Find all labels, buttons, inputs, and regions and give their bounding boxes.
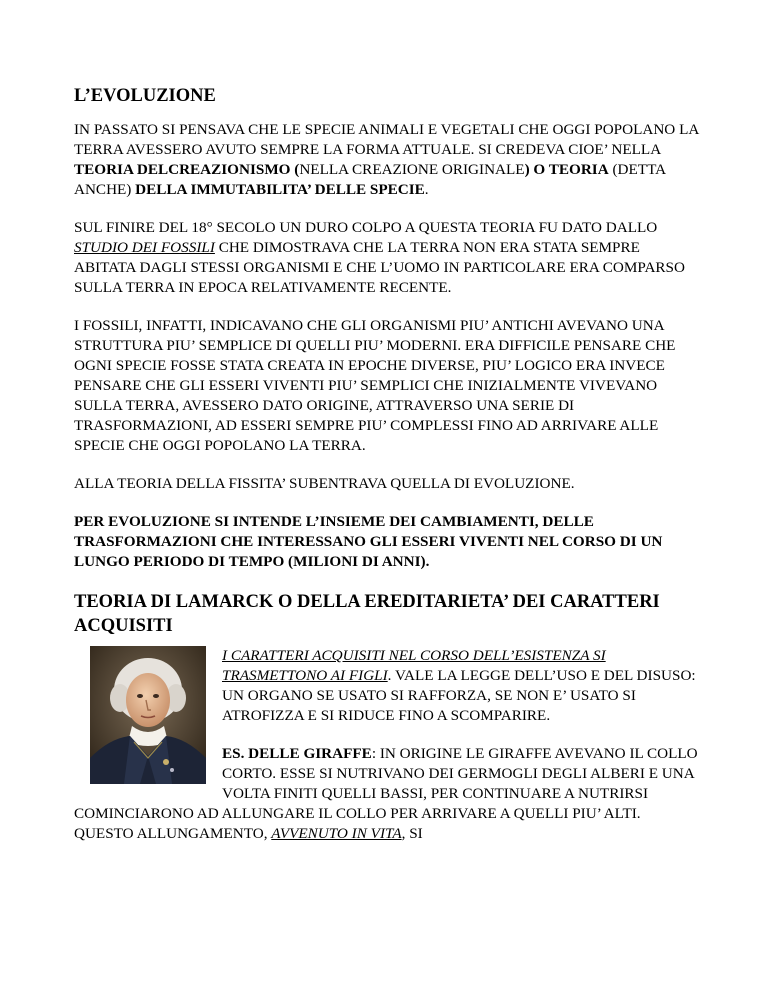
section-heading-lamarck: TEORIA DI LAMARCK O DELLA EREDITARIETA’ DEI CARATTERI ACQUISITI xyxy=(74,592,660,636)
text-run: NELLA CREAZIONE ORIGINALE xyxy=(299,161,525,178)
paragraph-fossil-evidence: I FOSSILI, INFATTI, INDICAVANO CHE GLI ORGANISMI PIU’ ANTICHI AVEVANO UNA STRUTTURA PIU’ SEMPLICE DI QUELLI PIU’ MODERNI. ERA DIFFICILE PENSARE CHE OGNI SPECIE FOSSE STATA CREATA IN EPOCHE DIVERSE, PIU’ LOGICO ERA INVECE PENSARE CHE GLI ESSERI VIVENTI PIU’ SEMPLICI CHE INIZIALMENTE VIVEVANO SULLA TERRA, AVESSERO DATO ORIGINE, ATTRAVERSO UNA SERIE DI TRASFORMAZIONI, AD ESSERI SEMPRE PIU’ COMPLESSI FINO AD ARRIVARE ALLE SPECIE CHE OGGI POPOLANO LA TERRA. xyxy=(74,317,676,454)
text-run: , SI xyxy=(401,825,423,842)
document-page xyxy=(74,84,702,862)
bold-run: ) O TEORIA xyxy=(524,161,609,178)
bold-run: TEORIA DELCREAZIONISMO ( xyxy=(74,161,300,178)
text-run: IN PASSATO SI PENSAVA CHE LE SPECIE ANIMALI E VEGETALI CHE OGGI POPOLANO LA TERRA AVESSERO AVUTO SEMPRE LA FORMA ATTUALE. SI CREDEVA CIOE’ NELLA xyxy=(74,121,699,158)
paragraph-creationism xyxy=(74,120,702,200)
italic-underline-run: STUDIO DEI FOSSILI xyxy=(74,239,215,256)
text-run: (DETTA ANCHE) xyxy=(74,161,666,198)
lamarck-portrait-image xyxy=(90,646,206,784)
text-run: SUL FINIRE DEL 18° SECOLO UN DURO COLPO A QUESTA TEORIA FU DATO DALLO xyxy=(74,219,658,236)
page-title: L’EVOLUZIONE xyxy=(74,86,216,106)
bold-run: DELLA IMMUTABILITA’ DELLE SPECIE xyxy=(135,181,425,198)
paragraph-evolution-definition: PER EVOLUZIONE SI INTENDE L’INSIEME DEI CAMBIAMENTI, DELLE TRASFORMAZIONI CHE INTERESSANO GLI ESSERI VIVENTI NEL CORSO DI UN LUNGO PERIODO DI TEMPO (MILIONI DI ANNI). xyxy=(74,513,663,570)
text-run: CHE DIMOSTRAVA CHE LA TERRA NON ERA STATA SEMPRE ABITATA DAGLI STESSI ORGANISMI E CHE L’UOMO IN PARTICOLARE ERA COMPARSO SULLA TERRA IN EPOCA RELATIVAMENTE RECENTE. xyxy=(74,239,685,296)
text-run: . xyxy=(424,181,429,198)
text-run: : IN ORIGINE LE GIRAFFE AVEVANO IL COLLO CORTO. ESSE SI NUTRIVANO DEI GERMOGLI DEGLI ALBERI E UNA VOLTA FINITI QUELLI BASSI, PER CONTINUARE A NUTRIRSI COMINCIARONO AD ALLUNGARE IL COLLO PER ARRIVARE A QUELLI PIU’ ALTI. QUESTO ALLUNGAMENTO, xyxy=(74,745,698,842)
bold-run: ES. DELLE GIRAFFE xyxy=(222,745,372,762)
italic-underline-run: AVVENUTO IN VITA xyxy=(271,825,402,842)
paragraph-fixity: ALLA TEORIA DELLA FISSITA’ SUBENTRAVA QUELLA DI EVOLUZIONE. xyxy=(74,475,575,492)
paragraph-fossils xyxy=(74,218,702,298)
italic-underline-run: I CARATTERI ACQUISITI NEL CORSO DELL’ESISTENZA SI TRASMETTONO AI FIGLI xyxy=(222,647,606,684)
text-run: . VALE LA LEGGE DELL’USO E DEL DISUSO: UN ORGANO SE USATO SI RAFFORZA, SE NON E’ USATO SI ATROFIZZA E SI RIDUCE FINO A SCOMPARIRE. xyxy=(222,667,696,724)
portrait-drawing xyxy=(90,646,206,784)
